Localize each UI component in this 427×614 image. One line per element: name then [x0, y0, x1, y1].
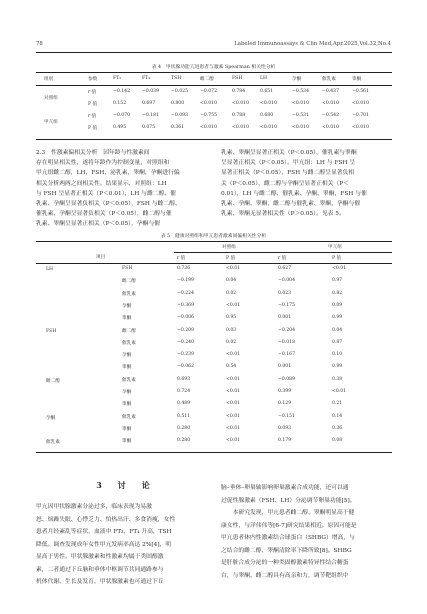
- paragraph-line: 乳素、孕酮呈显著负相关（P＜0.05），FSH 与雌二醇、: [36, 201, 181, 207]
- paragraph-line: 是肝脏合成分泌的一种类固醇激素特异性结合糖蛋: [221, 560, 349, 566]
- table5-cell: 0.399: [278, 389, 292, 394]
- table4-cell: 0.680: [260, 113, 274, 118]
- table5-cell: <0.01: [226, 376, 241, 382]
- discussion-title: 3 讨 论: [96, 480, 154, 490]
- paragraph-line: 2.3 性激素偏相关分析 因年龄与性激素间: [36, 150, 150, 156]
- table5-cell: 0.97: [332, 278, 343, 284]
- paragraph-line: 脑–垂体–卵巢轴影响卵巢激素合成功能，还可以通: [221, 485, 349, 491]
- table5-cell: 0.129: [278, 401, 292, 407]
- table5-cell: 0.99: [332, 315, 343, 321]
- table4-cell: −0.531: [292, 113, 310, 118]
- table5-item: 催乳素: [122, 340, 136, 346]
- table4-cell: <0.010: [200, 101, 218, 106]
- table-row: [0, 101, 427, 112]
- table4-cell: −0.070: [113, 113, 131, 118]
- table5-cell: 0.179: [278, 438, 292, 444]
- table5-group-name: 孕酮: [46, 415, 56, 421]
- paragraph-line: 催乳素、孕酮呈显著负相关（P＜0.05），雌二醇与催: [36, 211, 172, 218]
- paragraph-line: 之结合的雌二醇、睾酮清除率下降所致[8]。SHBG: [221, 547, 352, 554]
- table5-cell: −0.004: [278, 278, 296, 284]
- paragraph-line: 降低。调查发现成年女性甲亢发病率高达 2%[4]，明: [36, 541, 172, 548]
- table5-cell: <0.01: [226, 302, 241, 308]
- table5-cell: 0.04: [332, 327, 343, 333]
- table5-cell: 0.280: [177, 438, 191, 444]
- paragraph-line: 呈显著正相关（P＜0.05）。甲亢组：LH 与 FSH 呈: [221, 160, 356, 167]
- table-row: [0, 426, 427, 437]
- table5-cell: 0.03: [226, 327, 237, 333]
- table4-header-rule: [36, 85, 392, 86]
- table5-item: 睾酮: [122, 365, 132, 371]
- table4-cell: <0.010: [322, 125, 340, 130]
- table-row: [0, 328, 427, 339]
- table4-cell: <0.010: [200, 125, 218, 130]
- paragraph-line: 康女性，与洋伟伟等[6-7]研究结果相近。原因可能是: [221, 522, 357, 529]
- table4-cell: <0.010: [352, 101, 370, 106]
- table-row: [0, 315, 427, 326]
- table5-cell: −0.018: [278, 339, 296, 345]
- table5-cell: −0.006: [177, 315, 195, 321]
- table5-cell: −0.175: [278, 302, 296, 308]
- table5-item: 催乳素: [122, 377, 136, 383]
- table5-subheader-rule: [174, 252, 392, 253]
- paragraph-line: 相关分析两两之间相关性。结果显示，对照组：LH: [36, 180, 167, 187]
- table4-cell: −0.142: [113, 89, 131, 94]
- table4-header-cell: 孕酮: [292, 77, 302, 82]
- paragraph-line: 甲亢患者体内性激素结合球蛋白（SHBG）增高，与: [221, 535, 355, 541]
- journal-header: Labeled Immunoassays & Clin Med,Apr.2025,Vol.32,No.4: [234, 41, 391, 47]
- table4-cell: <0.010: [352, 125, 370, 130]
- table5-subheader-cell: P 值: [226, 256, 236, 261]
- table-row: [0, 125, 427, 136]
- table5-cell: 0.38: [332, 376, 343, 382]
- table-row: [0, 377, 427, 388]
- table4-cell: −0.181: [142, 113, 160, 118]
- table-row: [0, 278, 427, 289]
- table-row: [0, 303, 427, 314]
- table4-cell: −0.534: [292, 89, 310, 94]
- table5-cell: 0.95: [226, 315, 237, 321]
- table5-cell: 0.02: [226, 339, 237, 345]
- table5-cell: 0.02: [226, 290, 237, 296]
- table5-cell: <0.01: [226, 266, 241, 271]
- table-row: [0, 291, 427, 302]
- table5-cell: 0.87: [332, 339, 343, 345]
- table5-cell: −0.240: [177, 339, 195, 345]
- table5-item: 雌二醇: [122, 279, 136, 285]
- paragraph-line: 素，二者通过下丘脑和垂体中枢调节共同通路参与: [36, 566, 164, 573]
- table5-cell: 0.14: [332, 413, 343, 419]
- table-row: [0, 364, 427, 375]
- table5-cell: −0.369: [177, 302, 195, 308]
- paragraph-line: 0.01），LH 与雌二醇、催乳素、孕酮、睾酮，FSH 与催: [221, 190, 367, 197]
- table5-group-name: FSH: [46, 328, 57, 334]
- table5-cell: 0.04: [226, 278, 237, 284]
- paragraph-line: 显著正相关（P＜0.05），FSH 与雌二醇呈显著负相: [221, 170, 355, 177]
- table5-cell: 0.54: [226, 364, 237, 370]
- paragraph-line: 显高于男性。甲状腺激素和性激素均属于类固醇激: [36, 554, 164, 560]
- paragraph-line: 怒、烦躁失眠、心悸乏力、怕热出汗、多食消瘦，女性: [36, 516, 176, 523]
- table5-cell: 0.09: [332, 302, 343, 308]
- table5-cell: 0.001: [278, 315, 292, 321]
- table4-param: r 值: [88, 90, 97, 95]
- table5-cell: 0.001: [278, 364, 292, 370]
- table4-caption: 表 4 甲状腺功能亢进患者与激素 Spearman 相关性分析: [151, 65, 276, 70]
- paragraph-line: 乳素、孕酮、睾酮，雌二醇与催乳素、睾酮，孕酮与催: [221, 201, 361, 207]
- table5-cell: −0.062: [177, 364, 195, 370]
- table4-cell: 0.495: [113, 125, 127, 130]
- table4-header-cell: FT₃: [113, 76, 122, 81]
- table5-item: 孕酮: [122, 353, 132, 359]
- table-row: [0, 438, 427, 449]
- paragraph-line: 乳素、睾酮无显著相关性（P＞0.05）。见表 5。: [221, 211, 345, 218]
- table4-header-cell: TSH: [171, 76, 182, 81]
- table-row: [0, 389, 427, 400]
- table4-cell: 0.651: [260, 89, 274, 94]
- table5-cell: −0.209: [177, 327, 195, 333]
- table4-header-param: 参数: [88, 77, 98, 82]
- table5-cell: 0.693: [177, 376, 191, 382]
- table4-header-cell: FSH: [232, 76, 243, 81]
- table4-cell: −0.755: [200, 113, 218, 118]
- table4-header-cell: 睾酮: [352, 77, 362, 82]
- table5-cell: 0.736: [177, 266, 191, 271]
- table5-cell: 0.99: [332, 364, 343, 370]
- table5-bottom-rule: [36, 452, 392, 453]
- table-row: [0, 113, 427, 124]
- table4-param: r 值: [88, 114, 97, 119]
- table4-cell: <0.010: [292, 125, 310, 130]
- paragraph-line: 关（P＜0.05），雌二醇与孕酮呈显著正相关（P＜: [221, 180, 349, 187]
- table5-item: 雌二醇: [122, 328, 136, 334]
- table4-cell: <0.010: [232, 125, 250, 130]
- table5-header-project: 项目: [96, 255, 106, 260]
- table-row: [0, 414, 427, 425]
- table4-group-name: 对照组: [44, 96, 58, 101]
- table5-cell: 0.82: [332, 290, 343, 296]
- paragraph-line: 本研究发现，甲亢患者雌二醇、睾酮明显高于健: [221, 510, 355, 516]
- table5-cell: 0.36: [332, 425, 343, 431]
- table4-bottom-rule: [36, 139, 392, 140]
- table4-param: P 值: [88, 102, 98, 107]
- table4-header-cell: 雌二醇: [200, 77, 214, 82]
- table5-cell: 0.093: [278, 425, 292, 431]
- table5-cell: 0.21: [332, 401, 343, 407]
- table5-group-name: 雌二醇: [46, 378, 60, 384]
- table5-item: 睾酮: [122, 426, 132, 432]
- table4-cell: 0.800: [171, 101, 185, 106]
- table4-cell: <0.010: [232, 101, 250, 106]
- paragraph-line: 白，与睾酮、雌二醇具有高亲和力，调节靶组织中: [221, 572, 349, 579]
- paragraph-line: 乳素、睾酮呈显著正相关（P＜0.05），催乳素与睾酮: [221, 150, 357, 156]
- table5-cell: −0.239: [177, 352, 195, 358]
- table4-cell: <0.010: [260, 125, 278, 130]
- table4-cell: <0.010: [292, 101, 310, 106]
- table5-item: 催乳素: [122, 414, 136, 420]
- table5-group-name: 催乳素: [46, 440, 60, 446]
- table5-cell: 0.724: [177, 389, 191, 394]
- header-rule: [36, 52, 392, 53]
- table4-cell: −0.093: [171, 113, 189, 118]
- page-number: 78: [36, 41, 43, 47]
- table5-cell: 0.08: [332, 438, 343, 444]
- table5-group-name: LH: [46, 267, 54, 272]
- table5-item: 孕酮: [122, 390, 132, 395]
- paragraph-line: 与 FSH 呈显著正相关（P＜0.01），LH 与雌二醇、催: [36, 190, 176, 197]
- table5-item: 催乳素: [122, 291, 136, 297]
- table5-cell: <0.01: [332, 389, 347, 394]
- table-row: [0, 89, 427, 100]
- table5-item: 睾酮: [122, 439, 132, 445]
- table5-cell: <0.01: [332, 266, 347, 271]
- table4-cell: −0.701: [352, 113, 370, 118]
- table4-cell: <0.010: [322, 101, 340, 106]
- table4-cell: 0.697: [142, 101, 156, 106]
- table5-cell: <0.01: [226, 438, 241, 444]
- table4-cell: 0.784: [232, 89, 246, 94]
- table5-item: 孕酮: [122, 303, 132, 309]
- table5-item: 睾酮: [122, 402, 132, 408]
- table5-cell: <0.01: [226, 389, 241, 394]
- table4-cell: −0.542: [322, 113, 340, 118]
- paragraph-line: 机体代谢、生长及发育，甲状腺激素也可通过下丘: [36, 579, 164, 585]
- table5-subheader-cell: r 值: [177, 256, 186, 261]
- table4-cell: 0.152: [113, 101, 127, 106]
- table5-cell: 0.10: [332, 352, 343, 358]
- table5-item: FSH: [122, 266, 133, 271]
- table4-cell: −0.561: [352, 89, 370, 94]
- table5-cell: 0.511: [177, 413, 191, 419]
- table4-header-cell: LH: [260, 76, 268, 81]
- table5-cell: −0.167: [278, 352, 296, 358]
- paragraph-line: 甲亢因甲状腺激素分泌过多，临床表现为易激: [36, 504, 152, 510]
- table5-group-header: 对照组: [222, 245, 236, 250]
- table5-cell: 0.627: [278, 266, 292, 271]
- paragraph-line: 甲亢组雌二醇，LH，FSH，泌乳素，睾酮，孕酮进行偏: [36, 170, 180, 177]
- table5-cell: <0.01: [226, 425, 241, 431]
- table5-cell: −0.224: [177, 290, 195, 296]
- table4-top-rule: [36, 72, 392, 73]
- table-row: [0, 401, 427, 412]
- table4-header-group: 组别: [44, 77, 54, 82]
- table5-cell: 0.489: [177, 401, 191, 407]
- table4-cell: −0.039: [142, 89, 160, 94]
- table4-cell: 0.075: [142, 125, 156, 130]
- table5-cell: −0.151: [278, 413, 296, 419]
- table5-cell: −0.204: [278, 327, 296, 333]
- table5-cell: <0.01: [226, 413, 241, 419]
- table5-caption: 表 5 健康对照组和甲亢患者激素间偏相关性分析: [160, 234, 267, 239]
- table5-cell: 0.023: [278, 290, 292, 296]
- table4-group-name: 甲亢组: [44, 120, 58, 125]
- table5-cell: 0.280: [177, 425, 191, 431]
- table5-cell: <0.01: [226, 401, 241, 407]
- table4-cell: −0.437: [322, 89, 340, 94]
- table5-item: 睾酮: [122, 316, 132, 322]
- table5-header-rule: [36, 263, 392, 264]
- paragraph-line: 存在明显相关性，遂将年龄作为控制变量，对照组和: [36, 160, 170, 167]
- table4-header-cell: 催乳素: [322, 77, 336, 82]
- table-row: [0, 266, 427, 277]
- table-row: [0, 352, 427, 363]
- table5-subheader-cell: r 值: [278, 256, 287, 261]
- paragraph-line: 乳素、睾酮呈显著正相关（P＜0.05），孕酮与催: [36, 221, 161, 228]
- table4-param: P 值: [88, 126, 98, 131]
- table4-cell: 0.788: [232, 113, 246, 118]
- table4-cell: −0.072: [200, 89, 218, 94]
- paragraph-line: 过促性腺激素（FSH、LH）分泌调节卵巢功能[5]。: [221, 497, 356, 504]
- table-row: [0, 340, 427, 351]
- table4-cell: <0.010: [260, 101, 278, 106]
- table4-cell: −0.025: [171, 89, 189, 94]
- table5-cell: −0.199: [177, 278, 195, 284]
- table4-header-cell: FT₄: [142, 76, 151, 81]
- table5-cell: <0.01: [226, 352, 241, 358]
- table5-subheader-cell: P 值: [332, 256, 342, 261]
- table5-cell: −0.089: [278, 376, 296, 382]
- table5-group-header: 甲亢组: [328, 245, 342, 250]
- paragraph-line: 患者月经紊乱等症状，血液中 FT₃、FT₄ 升高，TSH: [36, 529, 172, 535]
- table5-top-rule: [36, 241, 392, 242]
- table4-cell: 0.361: [171, 125, 185, 130]
